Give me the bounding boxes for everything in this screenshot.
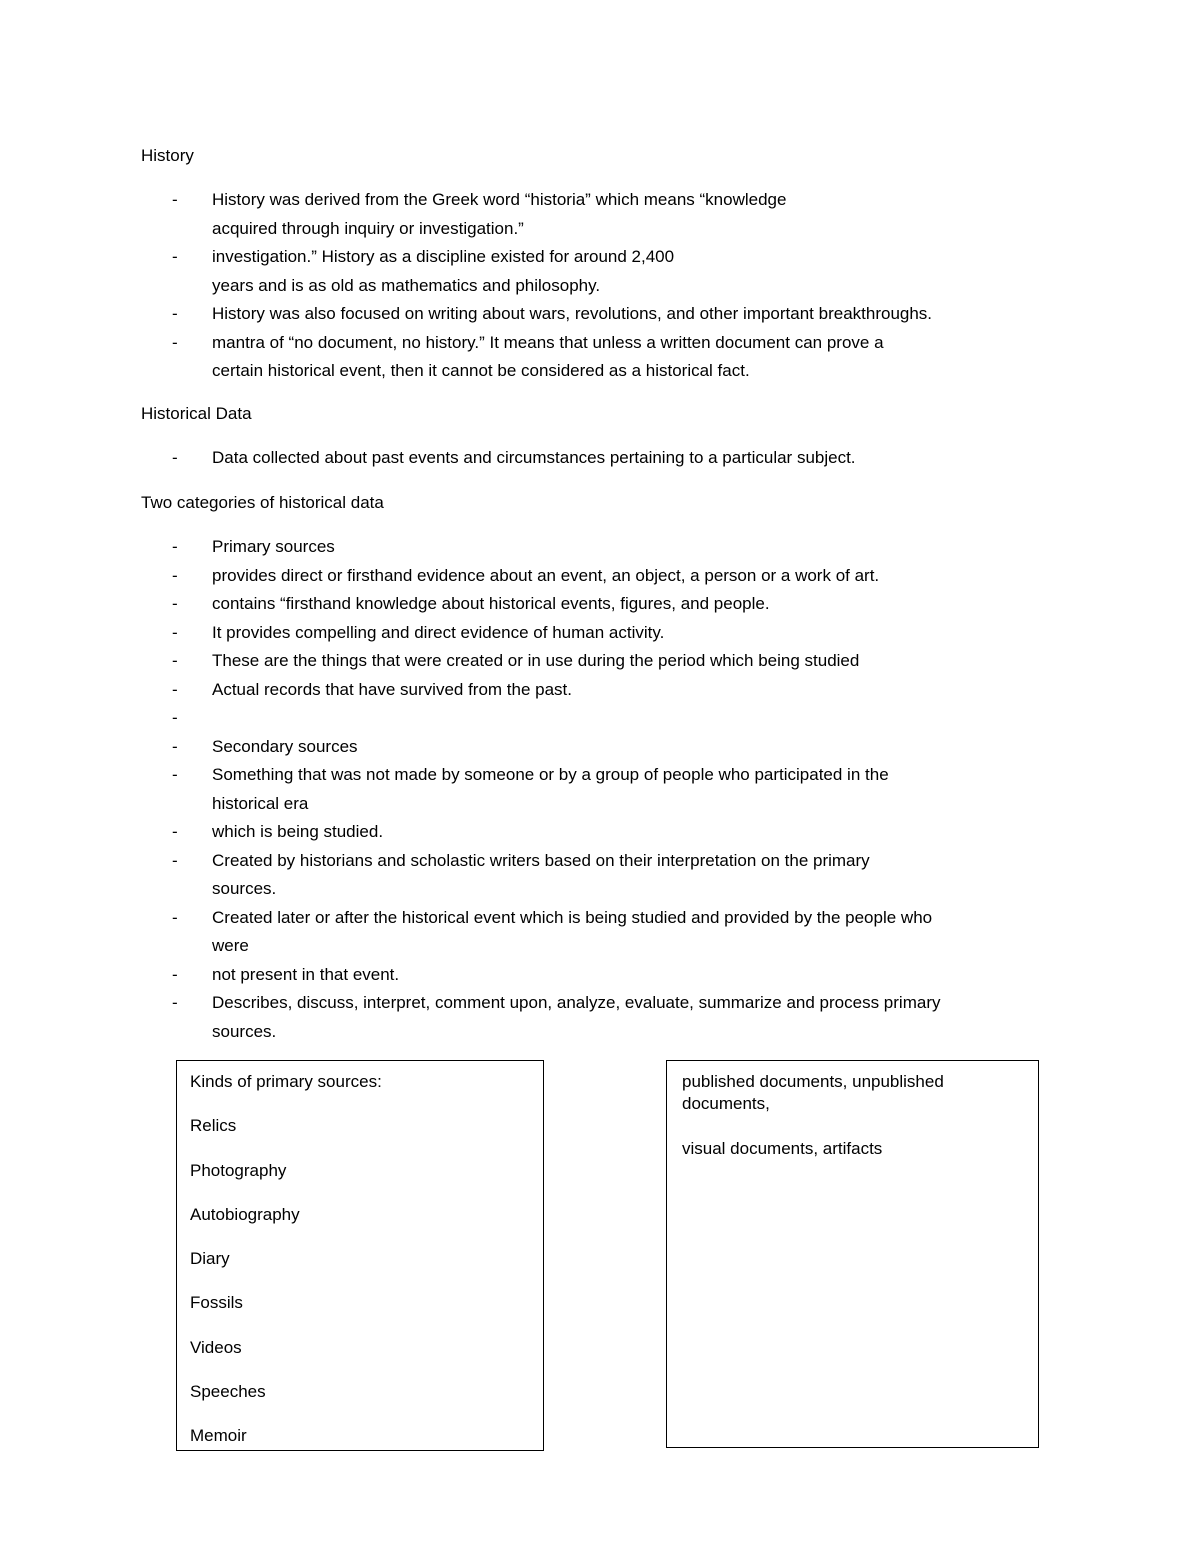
bullet-dash: -: [172, 736, 178, 756]
bullet-text-line: Something that was not made by someone or by a group of people who participated in the: [212, 765, 889, 784]
bullet-item: [172, 989, 1072, 1046]
heading-history: History: [141, 146, 194, 165]
bullet-dash: -: [172, 332, 178, 352]
box-title: Kinds of primary sources:: [190, 1072, 382, 1091]
bullet-item: [172, 847, 1072, 904]
box-item: Autobiography: [190, 1204, 300, 1224]
bullet-text-line: Primary sources: [212, 537, 335, 556]
bullet-text-line: contains “firsthand knowledge about historical events, figures, and people.: [212, 594, 770, 613]
bullet-text-line: History was derived from the Greek word “historia” which means “knowledge: [212, 190, 787, 209]
bullet-item: [172, 444, 1072, 473]
bullet-dash: -: [172, 565, 178, 585]
heading-two-categories: Two categories of historical data: [141, 493, 384, 512]
historical-data-bullet-list: [172, 444, 1072, 473]
bullet-dash: -: [172, 993, 178, 1012]
bullet-text-line: provides direct or firsthand evidence about an event, an object, a person or a work of art.: [212, 565, 880, 585]
bullet-text-line: historical era: [212, 793, 309, 813]
bullet-text-line: It provides compelling and direct evidence of human activity.: [212, 622, 665, 642]
bullet-dash: -: [172, 822, 178, 841]
bullet-item: [172, 704, 1072, 733]
bullet-text-line: History was also focused on writing about wars, revolutions, and other important breakthroughs.: [212, 304, 933, 323]
bullet-dash: -: [172, 448, 178, 467]
bullet-dash: -: [172, 537, 178, 556]
bullet-dash: -: [172, 622, 178, 642]
bullet-dash: -: [172, 964, 178, 984]
bullet-text-line: These are the things that were created or in use during the period which being studied: [212, 651, 860, 670]
bullet-text-line: mantra of “no document, no history.” It means that unless a written document can prove a: [212, 332, 884, 352]
bullet-text-line: sources.: [212, 1021, 277, 1041]
bullet-item: [172, 647, 1072, 676]
bullet-item: [172, 590, 1072, 619]
box-item: Videos: [190, 1337, 242, 1357]
bullet-text-line: years and is as old as mathematics and philosophy.: [212, 275, 601, 295]
categories-bullet-list: [172, 533, 1072, 1046]
bullet-text-line: acquired through inquiry or investigation.”: [212, 218, 524, 238]
bullet-item: [172, 619, 1072, 648]
bullet-item: [172, 676, 1072, 705]
bullet-item: [172, 186, 1072, 243]
bullet-dash: -: [172, 304, 178, 323]
bullet-text-line: Data collected about past events and circumstances pertaining to a particular subject.: [212, 448, 856, 467]
bullet-text-line: Created by historians and scholastic writers based on their interpretation on the primary: [212, 850, 870, 870]
bullet-text-line: Describes, discuss, interpret, comment upon, analyze, evaluate, summarize and process primary: [212, 993, 941, 1012]
box-item: Fossils: [190, 1293, 243, 1313]
heading-historical-data: Historical Data: [141, 404, 252, 423]
box-paragraph: published documents, unpublished documents,: [682, 1072, 944, 1113]
bullet-item: [172, 818, 1072, 847]
document-types-box: [666, 1060, 1039, 1448]
bullet-dash: -: [172, 850, 178, 870]
bullet-item: [172, 733, 1072, 762]
bullet-item: [172, 533, 1072, 562]
bullet-item: [172, 243, 1072, 300]
bullet-text-line: sources.: [212, 879, 277, 898]
box-item: Speeches: [190, 1382, 266, 1402]
box-item: Relics: [190, 1116, 237, 1136]
box-paragraph: visual documents, artifacts: [682, 1139, 883, 1158]
box-item: Photography: [190, 1160, 287, 1180]
bullet-dash: -: [172, 907, 178, 927]
bullet-item: [172, 761, 1072, 818]
box-item: Memoir: [190, 1426, 247, 1446]
bullet-dash: -: [172, 708, 178, 727]
bullet-text-line: were: [212, 936, 249, 955]
bullet-dash: -: [172, 247, 178, 266]
bullet-dash: -: [172, 651, 178, 670]
bullet-dash: -: [172, 594, 178, 613]
bullet-text-line: Actual records that have survived from the past.: [212, 679, 573, 699]
bullet-item: [172, 904, 1072, 961]
bullet-item: [172, 300, 1072, 329]
bullet-text-line: certain historical event, then it cannot be considered as a historical fact.: [212, 361, 750, 380]
bullet-item: [172, 562, 1072, 591]
bullet-text-line: investigation.” History as a discipline existed for around 2,400: [212, 247, 675, 266]
box-item: Diary: [190, 1249, 230, 1269]
bullet-item: [172, 961, 1072, 990]
history-bullet-list: [172, 186, 1072, 386]
bullet-text-line: Created later or after the historical event which is being studied and provided by the people who: [212, 907, 933, 927]
bullet-text-line: which is being studied.: [212, 822, 384, 841]
bullet-text-line: [212, 704, 1072, 733]
bullet-dash: -: [172, 765, 178, 784]
bullet-text-line: Secondary sources: [212, 736, 358, 756]
bullet-dash: -: [172, 190, 178, 209]
bullet-text-line: not present in that event.: [212, 964, 400, 984]
bullet-item: [172, 329, 1072, 386]
bullet-dash: -: [172, 679, 178, 699]
primary-sources-kinds-box: [176, 1060, 544, 1451]
